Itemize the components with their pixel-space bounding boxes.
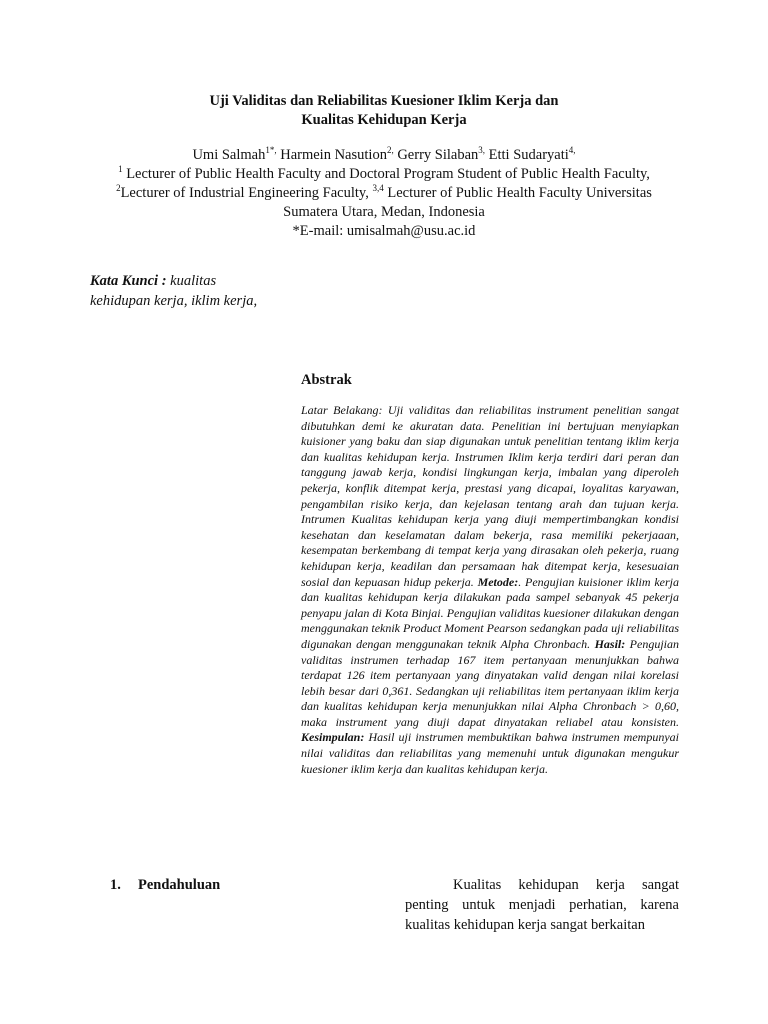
affiliation-3: Sumatera Utara, Medan, Indonesia <box>283 204 485 220</box>
author-name: Umi Salmah <box>192 147 266 163</box>
abstract-kesimpulan-label: Kesimpulan: <box>301 730 365 745</box>
affiliation-sup: 3,4 <box>372 183 384 194</box>
author-sup: 1*, <box>265 145 277 156</box>
author-email: *E-mail: umisalmah@usu.ac.id <box>292 223 476 239</box>
affiliation-sup: 1 <box>118 164 123 175</box>
affiliation-sup: 2 <box>116 183 121 194</box>
introduction-text: Kualitas kehidupan kerja sangat penting untuk menjadi perhatian, karena kualitas kehidupan kerja sangat berkaitan <box>405 877 679 933</box>
keywords-block <box>90 271 265 311</box>
abstract-methods: . Pengujian kuisioner iklim kerja dan kualitas kehidupan kerja dilakukan pada sampel sebanyak 45 pekerja penyapu jalan di Kota Binjai. Pengujian validitas kuesioner dilakukan dengan menggunakan teknik Product Moment Pearson sedangkan pada uji reliabilitas digunakan dengan menggunakan teknik Alpha Chronbach. <box>301 574 679 651</box>
author-name: Gerry Silaban <box>393 147 479 163</box>
abstract-hasil-label: Hasil: <box>594 636 626 651</box>
keywords-label: Kata Kunci : <box>90 273 167 289</box>
author-block <box>0 146 768 241</box>
affiliation-text: Lecturer of Public Health Faculty Universitas <box>383 185 652 201</box>
author-sup: 4, <box>568 145 576 156</box>
affiliation-text: Lecturer of Public Health Faculty and Doctoral Program Student of Public Health Faculty, <box>122 166 650 182</box>
author-name: Etti Sudaryati <box>485 147 569 163</box>
keywords-text: kualitas kehidupan kerja, iklim kerja, <box>90 273 258 309</box>
author-sup: 2, <box>386 145 394 156</box>
section-heading <box>110 877 220 894</box>
affiliation-text: Lecturer of Industrial Engineering Faculty, <box>120 185 373 201</box>
paper-title <box>0 92 768 130</box>
abstract-conclusion: Hasil uji instrumen membuktikan bahwa instrumen mempunyai nilai validitas dan reliabilitas yang memenuhi untuk digunakan mengukur kuesioner iklim kerja dan kualitas kehidupan kerja. <box>301 730 679 776</box>
author-name: Harmein Nasution <box>276 147 387 163</box>
title-line-2: Kualitas Kehidupan Kerja <box>301 112 467 128</box>
affiliation-2 <box>0 184 768 203</box>
section-number: 1. <box>110 877 121 893</box>
author-sup: 3, <box>478 145 486 156</box>
abstract-metode-label: Metode: <box>477 574 519 589</box>
abstract-results: Pengujian validitas instrumen terhadap 167 item pertanyaan menunjukkan bahwa terdapat 126 item pertanyaan yang dinyatakan valid dengan nilai korelasi lebih besar dari 0,361. Sedangkan uji reliabilitas item pertanyaan iklim kerja dan kualitas kehidupan kerja menunjukkan nilai Alpha Chronbach > 0,60, maka instrument yang diuji dapat dinyatakan reliabel atau konsisten. <box>301 636 680 729</box>
section-title: Pendahuluan <box>138 877 221 893</box>
abstract-background: Latar Belakang: Uji validitas dan reliabilitas instrument penelitian sangat dibutuhkan demi ke akuratan data. Penelitian ini bertujuan menyiapkan kuisioner yang baku dan siap digunakan untuk penelitian tentang iklim kerja dan kualitas kehidupan kerja. Instrumen Iklim kerja terdiri dari peran dan tanggung jawab kerja, kondisi lingkungan kerja, imbalan yang diperoleh pekerja, konflik ditempat kerja, prestasi yang dicapai, loyalitas karyawan, pengambilan risiko kerja, dan kejelasan tentang arah dan tujuan kerja. Intrumen Kualitas kehidupan kerja yang diuji mempertimbangkan kondisi kesehatan dan keselamatan dalam bekerja, rasa memiliki pekerjaaan, kesempatan berkembang di tempat kerja yang dirasakan oleh pekerja, ruang kehidupan kerja, keadilan dan persamaan hak ditempat kerja, kesesuaian sosial dan kepuasan hidup pekerja. <box>301 403 679 589</box>
abstract-body <box>301 403 679 777</box>
title-line-1: Uji Validitas dan Reliabilitas Kuesioner Iklim Kerja dan <box>209 93 559 109</box>
author-names <box>0 146 768 165</box>
abstract-heading: Abstrak <box>301 372 352 388</box>
affiliation-1 <box>0 165 768 184</box>
